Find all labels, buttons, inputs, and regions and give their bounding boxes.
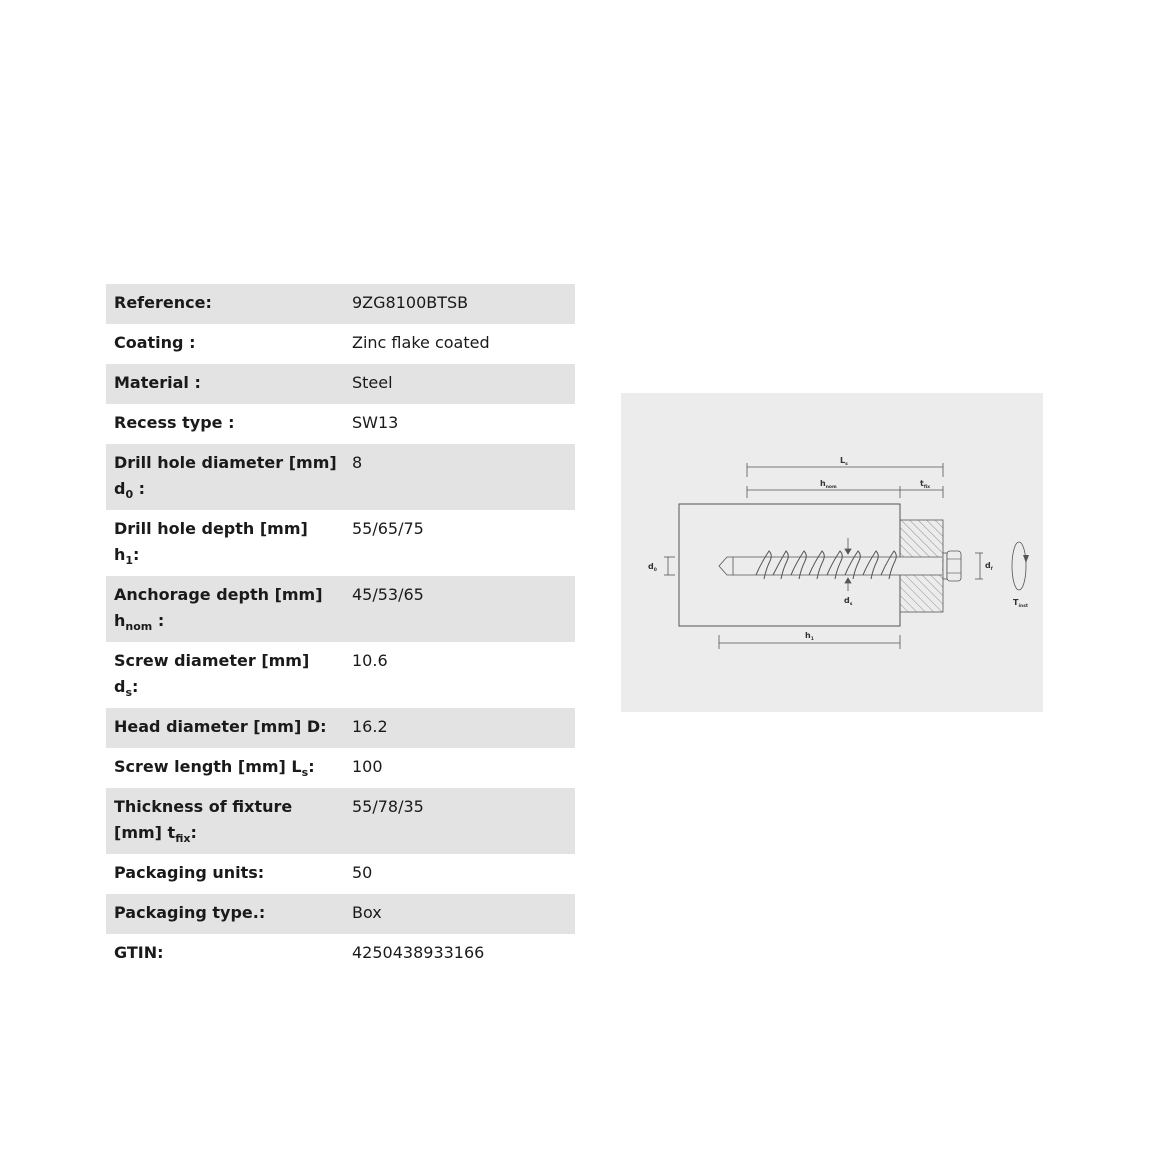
spec-row — [106, 324, 575, 364]
hex-head — [947, 551, 961, 581]
spec-label: GTIN: — [114, 943, 164, 962]
spec-value: 50 — [352, 863, 373, 882]
dim-df-label: $d_f$ — [985, 561, 993, 572]
spec-label: Coating : — [114, 333, 196, 352]
diagram-svg — [621, 393, 1043, 712]
spec-value: 4250438933166 — [352, 943, 485, 962]
spec-label: Packaging type.: — [106, 894, 345, 934]
spec-label: Screw diameter [mm] $d_s$: — [114, 651, 310, 699]
spec-label: Packaging units: — [114, 863, 265, 882]
spec-label: Thickness of fixture [mm] $t_{fix}$: — [106, 788, 345, 854]
spec-label: Recess type : — [114, 413, 235, 432]
spec-row — [106, 444, 575, 510]
drill-hole — [733, 557, 942, 575]
spec-label: Drill hole diameter [mm] $d_0$ : — [106, 444, 345, 510]
spec-value: 16.2 — [345, 708, 575, 748]
anchor-dimension-diagram — [621, 393, 1043, 712]
spec-value: 100 — [352, 757, 383, 776]
spec-value: Zinc flake coated — [352, 333, 490, 352]
spec-row — [106, 854, 575, 894]
spec-label: Material : — [106, 364, 345, 404]
dim-ls-label: $L_s$ — [840, 456, 848, 467]
spec-value: SW13 — [352, 413, 399, 432]
spec-value: 55/65/75 — [352, 519, 424, 538]
spec-row — [106, 364, 575, 404]
torque-icon — [1012, 542, 1026, 590]
dim-ds-label: $d_s$ — [844, 596, 853, 607]
dim-d0-label: $d_0$ — [648, 562, 657, 573]
spec-label: Reference: — [106, 284, 345, 324]
spec-label: Head diameter [mm] D: — [106, 708, 345, 748]
product-spec-table — [106, 284, 575, 974]
spec-row — [106, 934, 575, 974]
spec-value: 8 — [345, 444, 575, 510]
dim-tinst-label: $T_{inst}$ — [1013, 598, 1029, 609]
spec-row — [106, 510, 575, 576]
spec-value: 45/53/65 — [345, 576, 575, 642]
spec-label: Screw length [mm] $L_s$: — [114, 757, 315, 779]
dim-df — [975, 553, 983, 579]
spec-row — [106, 404, 575, 444]
spec-label: Drill hole depth [mm] $h_1$: — [114, 519, 308, 567]
spec-row — [106, 748, 575, 788]
dim-d0 — [664, 557, 675, 575]
spec-row — [106, 642, 575, 708]
spec-row — [106, 284, 575, 324]
spec-value: 10.6 — [352, 651, 388, 670]
dim-h1-label: $h_1$ — [805, 631, 814, 642]
spec-value: Box — [345, 894, 575, 934]
dim-hnom-label: $h_{nom}$ — [820, 479, 837, 490]
spec-row — [106, 788, 575, 854]
spec-value: Steel — [345, 364, 575, 404]
spec-row — [106, 576, 575, 642]
screw-tip — [719, 557, 733, 575]
spec-value: 9ZG8100BTSB — [345, 284, 575, 324]
washer — [943, 553, 947, 579]
spec-value: 55/78/35 — [345, 788, 575, 854]
spec-label: Anchorage depth [mm] $h_{nom}$ : — [106, 576, 345, 642]
spec-row — [106, 708, 575, 748]
spec-row — [106, 894, 575, 934]
dim-tfix-label: $t_{fix}$ — [920, 479, 931, 490]
